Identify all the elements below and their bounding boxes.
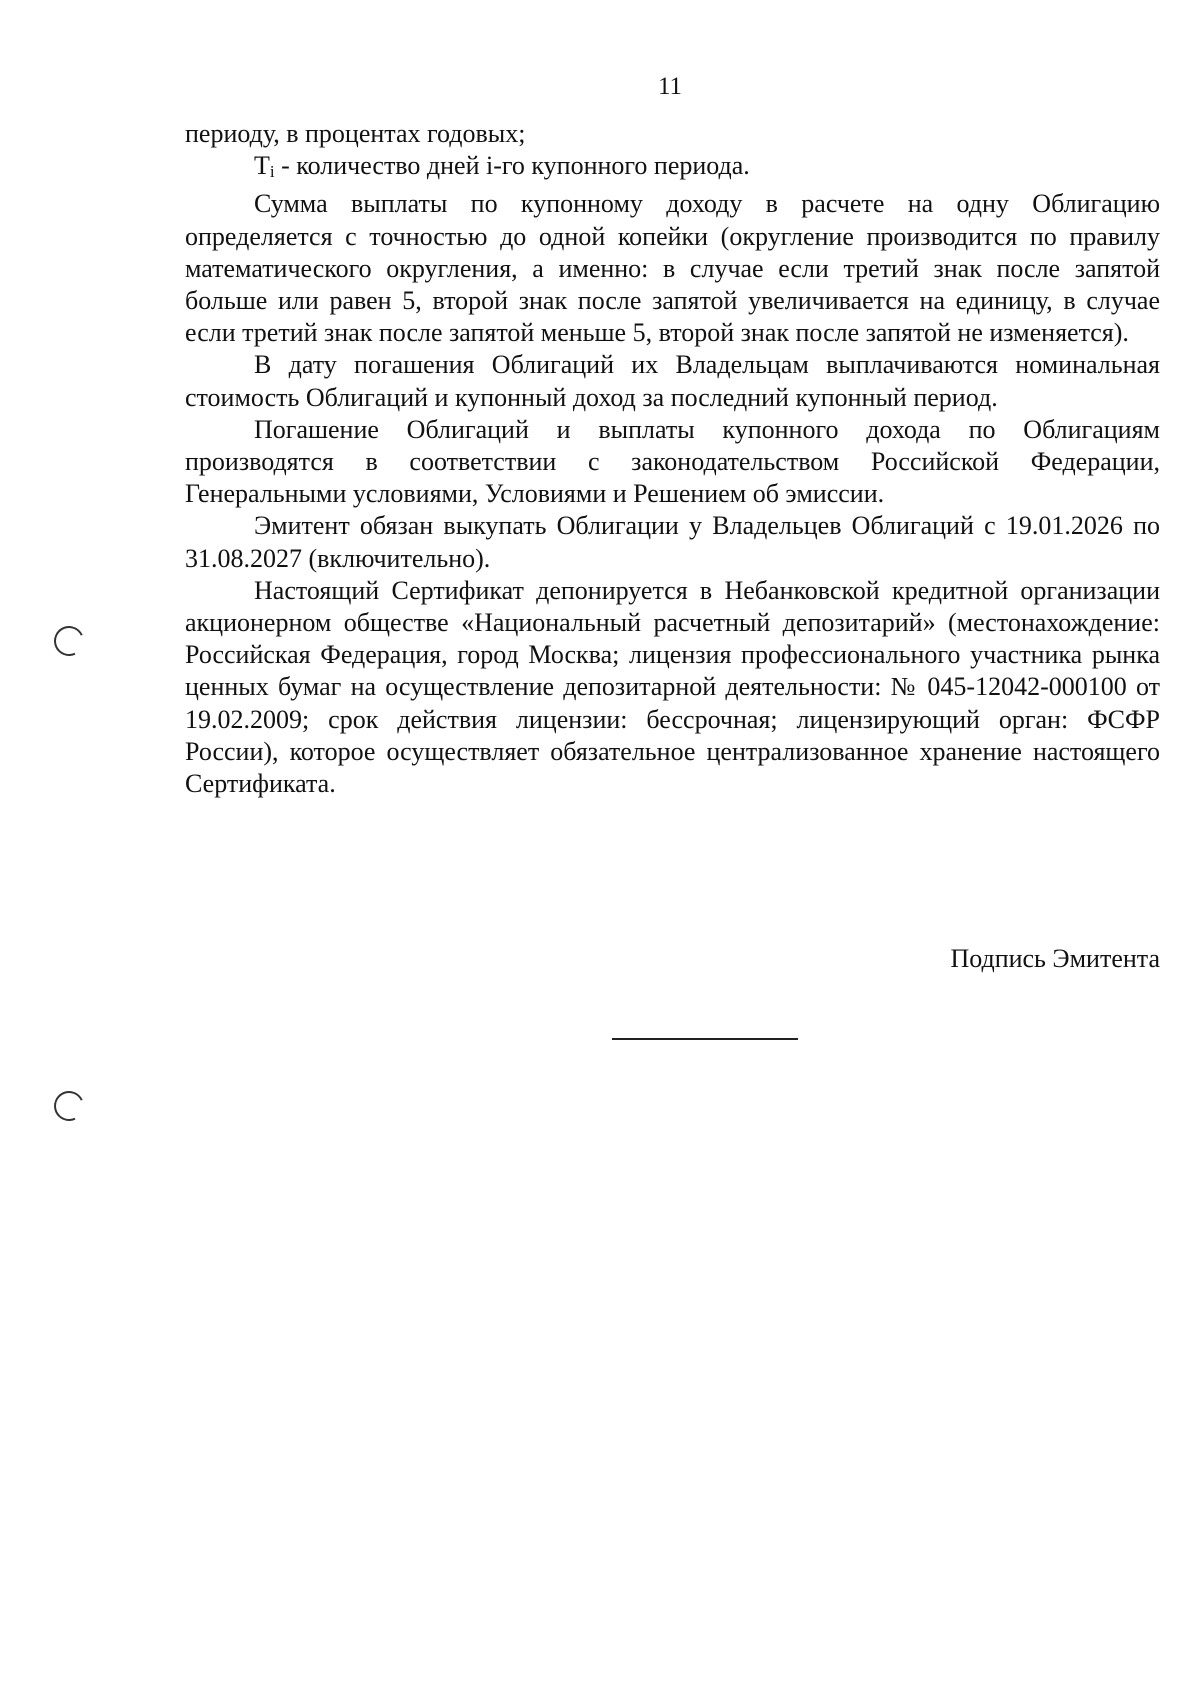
page-number: 11 [657, 73, 683, 100]
paragraph-redemption-date: В дату погашения Облигаций их Владельцам выплачиваются номинальная стоимость Облигаций и купонный доход за последний купонный период. [185, 350, 1160, 412]
paragraph-redemption-law: Погашение Облигаций и выплаты купонного дохода по Облигациям производятся в соответствии с законодательством Российской Федерации, Генеральными условиями, Условиями и Решением об эмиссии. [185, 414, 1160, 509]
variable-t: T [254, 151, 270, 181]
paragraph-buyback: Эмитент обязан выкупать Облигации у Владельцев Облигаций с 19.01.2026 по 31.08.2027 (включительно). [185, 511, 1160, 573]
document-body [185, 118, 1160, 800]
paragraph-coupon-days [185, 150, 1160, 188]
signature-line [612, 1038, 798, 1040]
variable-subscript: i [269, 162, 275, 182]
signature-label: Подпись Эмитента [950, 944, 1160, 973]
paragraph-rounding: Сумма выплаты по купонному доходу в расчете на одну Облигацию определяется с точностью до одной копейки (округление производится по правилу математического округления, а именно: в случае если третий знак после запятой больше или равен 5, второй знак после запятой увеличивается на единицу, в случае если третий знак после запятой меньше 5, второй знак после запятой не изменяется). [185, 189, 1160, 348]
hole-punch-mark [50, 622, 88, 660]
paragraph-depository: Настоящий Сертификат депонируется в Небанковской кредитной организации акционерном обществе «Национальный расчетный депозитарий» (местонахождение: Российская Федерация, город Москва; лицензия профессионального участника рынка ценных бумаг на осуществление депозитарной деятельности: № 045-12042-000100 от 19.02.2009; срок действия лицензии: бессрочная; лицензирующий орган: ФСФР России), которое осуществляет обязательное централизованное хранение настоящего Сертификата. [185, 575, 1160, 799]
hole-punch-mark [50, 1087, 88, 1125]
paragraph-coupon-days-text: - количество дней i-го купонного периода. [274, 151, 750, 181]
paragraph-coupon-rate-tail: периоду, в процентах годовых; [185, 119, 526, 148]
